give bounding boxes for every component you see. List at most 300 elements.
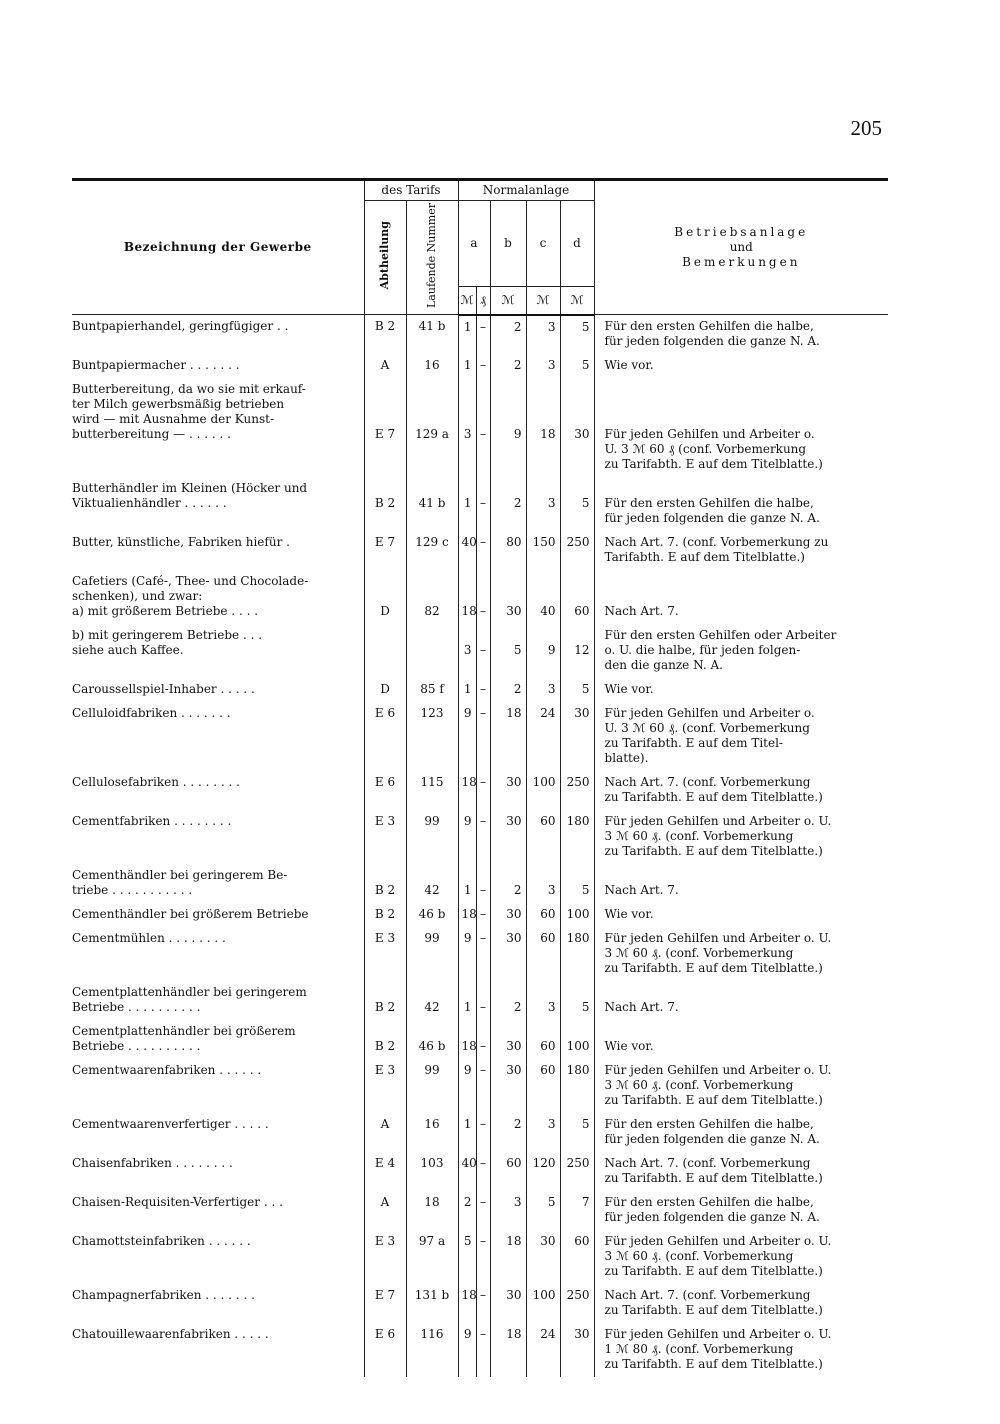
row-value-b-text: 2 bbox=[513, 496, 522, 510]
row-remarks-line: zu Tarifabth. E auf dem Titelblatte.) bbox=[604, 1357, 823, 1371]
row-abtheilung-text: B 2 bbox=[374, 319, 396, 333]
page-number: 205 bbox=[850, 116, 882, 140]
row-laufende-nummer bbox=[406, 678, 458, 702]
row-laufende-nummer bbox=[406, 903, 458, 927]
row-value-d bbox=[560, 1152, 594, 1191]
row-value-a-pf-text: – bbox=[480, 496, 486, 510]
row-value-a-pf bbox=[476, 771, 490, 810]
row-value-a-mark-text: 9 bbox=[463, 1327, 472, 1341]
row-name-cell bbox=[72, 477, 364, 531]
row-name-line: Caroussellspiel-Inhaber . . . . . bbox=[72, 682, 255, 696]
row-remarks-cell bbox=[594, 315, 888, 355]
row-value-a-mark-text: 9 bbox=[463, 706, 472, 720]
row-value-a-pf-text: – bbox=[480, 604, 486, 618]
row-value-b bbox=[490, 531, 526, 570]
row-value-c bbox=[526, 903, 560, 927]
row-value-a-mark bbox=[458, 624, 476, 678]
row-abtheilung-text: E 7 bbox=[374, 427, 396, 441]
row-value-b bbox=[490, 1020, 526, 1059]
row-value-a-mark bbox=[458, 378, 476, 477]
row-laufende-nummer bbox=[406, 1020, 458, 1059]
row-name-cell bbox=[72, 864, 364, 903]
row-value-a-pf-text: – bbox=[480, 814, 486, 828]
row-value-a-mark bbox=[458, 1191, 476, 1230]
row-laufende-nummer bbox=[406, 531, 458, 570]
row-value-a-mark bbox=[458, 1323, 476, 1377]
row-value-a-pf bbox=[476, 1191, 490, 1230]
row-remarks-line: für jeden folgenden die ganze N. A. bbox=[604, 334, 820, 348]
row-value-b bbox=[490, 771, 526, 810]
row-value-c bbox=[526, 354, 560, 378]
row-name-line: ter Milch gewerbsmäßig betrieben bbox=[72, 397, 285, 411]
row-value-d bbox=[560, 570, 594, 624]
row-value-a-mark-text: 2 bbox=[463, 1195, 472, 1209]
row-value-a-mark bbox=[458, 315, 476, 355]
row-value-a-pf bbox=[476, 864, 490, 903]
row-remarks-line: Für den ersten Gehilfen oder Arbeiter bbox=[604, 628, 837, 642]
row-remarks-line: Nach Art. 7. (conf. Vorbemerkung bbox=[604, 775, 811, 789]
row-value-a-pf-text: – bbox=[480, 931, 486, 945]
header-col-a: a bbox=[458, 201, 490, 287]
row-value-a-pf bbox=[476, 1059, 490, 1113]
row-name-cell bbox=[72, 1323, 364, 1377]
row-remarks-cell bbox=[594, 810, 888, 864]
row-laufende-nummer bbox=[406, 570, 458, 624]
row-value-d bbox=[560, 1020, 594, 1059]
row-value-a-mark-text: 18 bbox=[461, 1039, 477, 1053]
row-abtheilung bbox=[364, 1059, 406, 1113]
row-remarks-line: Für den ersten Gehilfen die halbe, bbox=[604, 496, 814, 510]
row-laufende-nummer-text: 116 bbox=[420, 1327, 444, 1341]
row-value-b bbox=[490, 1113, 526, 1152]
row-laufende-nummer bbox=[406, 1113, 458, 1152]
row-value-c bbox=[526, 1113, 560, 1152]
row-value-a-pf bbox=[476, 1152, 490, 1191]
row-value-a-pf bbox=[476, 354, 490, 378]
row-value-a-pf-text: – bbox=[480, 1288, 486, 1302]
row-laufende-nummer-text: 99 bbox=[424, 1063, 440, 1077]
row-value-c-text: 60 bbox=[540, 1039, 556, 1053]
row-value-c bbox=[526, 477, 560, 531]
row-value-b-text: 30 bbox=[506, 907, 522, 921]
row-remarks-line: für jeden folgenden die ganze N. A. bbox=[604, 511, 820, 525]
row-value-c-text: 3 bbox=[547, 682, 556, 696]
row-value-a-mark-text: 18 bbox=[461, 604, 477, 618]
row-laufende-nummer-text: 129 a bbox=[415, 427, 449, 441]
row-value-d bbox=[560, 354, 594, 378]
row-laufende-nummer-text: 85 f bbox=[420, 682, 444, 696]
row-value-a-pf bbox=[476, 1230, 490, 1284]
row-value-b-text: 2 bbox=[513, 1117, 522, 1131]
row-value-d bbox=[560, 624, 594, 678]
row-remarks-cell bbox=[594, 354, 888, 378]
row-value-d bbox=[560, 1284, 594, 1323]
row-value-d bbox=[560, 378, 594, 477]
row-value-a-pf bbox=[476, 570, 490, 624]
row-value-a-mark bbox=[458, 1059, 476, 1113]
row-value-a-pf-text: – bbox=[480, 1000, 486, 1014]
table-row bbox=[72, 477, 888, 531]
row-remarks-line: zu Tarifabth. E auf dem Titelblatte.) bbox=[604, 457, 823, 471]
header-col-c: c bbox=[526, 201, 560, 287]
row-laufende-nummer-text: 46 b bbox=[418, 1039, 446, 1053]
row-laufende-nummer bbox=[406, 477, 458, 531]
row-remarks-line: blatte). bbox=[604, 751, 649, 765]
row-name-cell bbox=[72, 1059, 364, 1113]
row-name-line: a) mit größerem Betriebe . . . . bbox=[72, 604, 259, 618]
row-value-a-pf-text: – bbox=[480, 1234, 486, 1248]
row-abtheilung-text: E 3 bbox=[374, 814, 396, 828]
row-value-b-text: 30 bbox=[506, 604, 522, 618]
row-laufende-nummer-text: 99 bbox=[424, 931, 440, 945]
row-laufende-nummer-text: 103 bbox=[420, 1156, 444, 1170]
row-name-cell bbox=[72, 354, 364, 378]
row-abtheilung-text: E 6 bbox=[374, 1327, 396, 1341]
row-remarks-line: o. U. die halbe, für jeden folgen- bbox=[604, 643, 801, 657]
row-value-b-text: 3 bbox=[513, 1195, 522, 1209]
row-value-b bbox=[490, 1152, 526, 1191]
row-name-cell bbox=[72, 315, 364, 355]
row-value-d-text: 180 bbox=[566, 931, 590, 945]
row-remarks-line: Tarifabth. E auf dem Titelblatte.) bbox=[604, 550, 805, 564]
row-value-d bbox=[560, 771, 594, 810]
row-laufende-nummer-text: 129 c bbox=[415, 535, 449, 549]
row-abtheilung-text: E 7 bbox=[374, 535, 396, 549]
row-laufende-nummer bbox=[406, 1323, 458, 1377]
table-row bbox=[72, 624, 888, 678]
row-abtheilung-text: B 2 bbox=[374, 496, 396, 510]
row-value-d bbox=[560, 1230, 594, 1284]
row-remarks-line: U. 3 ℳ 60 ₰. (conf. Vorbemerkung bbox=[604, 721, 810, 735]
row-value-b bbox=[490, 570, 526, 624]
row-remarks-line: Für jeden Gehilfen und Arbeiter o. U. bbox=[604, 1327, 832, 1341]
row-value-c-text: 60 bbox=[540, 814, 556, 828]
row-remarks-cell bbox=[594, 531, 888, 570]
row-name-line: Champagnerfabriken . . . . . . . bbox=[72, 1288, 255, 1302]
row-value-a-mark-text: 9 bbox=[463, 931, 472, 945]
row-value-c bbox=[526, 1230, 560, 1284]
row-value-b-text: 60 bbox=[506, 1156, 522, 1170]
table-row bbox=[72, 315, 888, 355]
row-value-c-text: 30 bbox=[540, 1234, 556, 1248]
header-unit-a-pf: ₰ bbox=[476, 287, 490, 315]
row-value-a-mark bbox=[458, 1113, 476, 1152]
table-row bbox=[72, 354, 888, 378]
row-value-b-text: 5 bbox=[513, 643, 522, 657]
row-remarks-line: 3 ℳ 60 ₰. (conf. Vorbemerkung bbox=[604, 1078, 794, 1092]
row-remarks-line: 3 ℳ 60 ₰. (conf. Vorbemerkung bbox=[604, 1249, 794, 1263]
header-abtheilung-label: Abtheilung bbox=[378, 221, 391, 290]
row-value-b bbox=[490, 810, 526, 864]
table-row bbox=[72, 1152, 888, 1191]
row-laufende-nummer bbox=[406, 864, 458, 903]
header-name-label: Bezeichnung der Gewerbe bbox=[123, 240, 312, 254]
row-name-cell bbox=[72, 378, 364, 477]
row-value-a-mark bbox=[458, 864, 476, 903]
row-name-line: Butterhändler im Kleinen (Höcker und bbox=[72, 481, 308, 495]
row-remarks-cell bbox=[594, 1152, 888, 1191]
row-remarks-line: Wie vor. bbox=[604, 358, 654, 372]
row-abtheilung-text: E 3 bbox=[374, 931, 396, 945]
row-value-d-text: 5 bbox=[581, 1117, 590, 1131]
row-laufende-nummer-text: 97 a bbox=[418, 1234, 446, 1248]
row-remarks-line: Nach Art. 7. (conf. Vorbemerkung bbox=[604, 1156, 811, 1170]
row-value-a-pf bbox=[476, 981, 490, 1020]
row-value-a-pf bbox=[476, 1113, 490, 1152]
row-value-c-text: 3 bbox=[547, 1117, 556, 1131]
row-remarks-line: 3 ℳ 60 ₰. (conf. Vorbemerkung bbox=[604, 946, 794, 960]
row-value-c bbox=[526, 315, 560, 355]
row-remarks-line: Für den ersten Gehilfen die halbe, bbox=[604, 319, 814, 333]
row-laufende-nummer-text: 131 b bbox=[414, 1288, 450, 1302]
row-remarks-line: zu Tarifabth. E auf dem Titel- bbox=[604, 736, 783, 750]
row-value-d-text: 180 bbox=[566, 814, 590, 828]
table-header bbox=[72, 180, 888, 315]
row-value-d bbox=[560, 531, 594, 570]
row-value-c-text: 100 bbox=[532, 1288, 556, 1302]
row-name-line: Cementmühlen . . . . . . . . bbox=[72, 931, 226, 945]
row-value-a-mark bbox=[458, 927, 476, 981]
row-value-c-text: 18 bbox=[540, 427, 556, 441]
row-value-a-pf bbox=[476, 702, 490, 771]
row-name-line: Cementhändler bei größerem Betriebe bbox=[72, 907, 309, 921]
row-value-a-mark-text: 1 bbox=[463, 682, 472, 696]
row-value-d bbox=[560, 810, 594, 864]
row-abtheilung-text: B 2 bbox=[374, 883, 396, 897]
row-value-d-text: 180 bbox=[566, 1063, 590, 1077]
row-name-cell bbox=[72, 678, 364, 702]
row-value-c bbox=[526, 1191, 560, 1230]
row-laufende-nummer-text: 41 b bbox=[418, 496, 446, 510]
row-abtheilung bbox=[364, 531, 406, 570]
row-value-b bbox=[490, 477, 526, 531]
row-value-c bbox=[526, 1284, 560, 1323]
row-name-line: Betriebe . . . . . . . . . . bbox=[72, 1039, 201, 1053]
row-abtheilung-text: B 2 bbox=[374, 1039, 396, 1053]
row-value-c bbox=[526, 981, 560, 1020]
row-remarks-line: Für den ersten Gehilfen die halbe, bbox=[604, 1117, 814, 1131]
row-laufende-nummer-text: 41 b bbox=[418, 319, 446, 333]
row-value-b-text: 2 bbox=[513, 319, 522, 334]
row-name-line: Cementplattenhändler bei geringerem bbox=[72, 985, 307, 999]
row-value-c-text: 3 bbox=[547, 496, 556, 510]
row-value-a-mark bbox=[458, 702, 476, 771]
header-remarks-line2: und bbox=[729, 240, 753, 254]
row-remarks-line: 3 ℳ 60 ₰. (conf. Vorbemerkung bbox=[604, 829, 794, 843]
table-row bbox=[72, 1059, 888, 1113]
row-abtheilung bbox=[364, 981, 406, 1020]
row-laufende-nummer-text: 99 bbox=[424, 814, 440, 828]
row-remarks-line: für jeden folgenden die ganze N. A. bbox=[604, 1132, 820, 1146]
row-value-c-text: 24 bbox=[540, 706, 556, 720]
row-value-a-pf-text: – bbox=[480, 1063, 486, 1077]
row-name-line: Betriebe . . . . . . . . . . bbox=[72, 1000, 201, 1014]
row-value-c-text: 5 bbox=[547, 1195, 556, 1209]
row-value-b bbox=[490, 981, 526, 1020]
row-name-cell bbox=[72, 702, 364, 771]
row-value-b-text: 30 bbox=[506, 1288, 522, 1302]
header-remarks-line1: Betriebsanlage bbox=[674, 225, 809, 239]
row-abtheilung-text: E 6 bbox=[374, 706, 396, 720]
row-laufende-nummer bbox=[406, 1191, 458, 1230]
row-abtheilung-text: A bbox=[380, 358, 390, 372]
row-abtheilung bbox=[364, 1152, 406, 1191]
row-value-b bbox=[490, 315, 526, 355]
row-value-a-mark bbox=[458, 771, 476, 810]
row-value-d-text: 7 bbox=[581, 1195, 590, 1209]
row-value-d-text: 5 bbox=[581, 496, 590, 510]
row-value-d-text: 250 bbox=[566, 535, 590, 549]
row-laufende-nummer bbox=[406, 1230, 458, 1284]
row-value-a-mark-text: 40 bbox=[461, 1156, 477, 1170]
row-value-a-mark-text: 1 bbox=[463, 319, 472, 334]
row-value-a-mark-text: 40 bbox=[461, 535, 477, 549]
row-value-d bbox=[560, 315, 594, 355]
row-abtheilung bbox=[364, 771, 406, 810]
header-unit-b-mark: ℳ bbox=[490, 287, 526, 315]
row-value-a-pf-text: – bbox=[480, 775, 486, 789]
row-name-line: Cementfabriken . . . . . . . . bbox=[72, 814, 232, 828]
row-abtheilung-text: E 6 bbox=[374, 775, 396, 789]
row-value-c-text: 3 bbox=[547, 358, 556, 372]
row-value-b-text: 30 bbox=[506, 931, 522, 945]
row-name-cell bbox=[72, 927, 364, 981]
row-value-a-pf-text: – bbox=[480, 682, 486, 696]
table-row bbox=[72, 378, 888, 477]
row-value-c bbox=[526, 1059, 560, 1113]
row-value-b-text: 18 bbox=[506, 1234, 522, 1248]
row-laufende-nummer bbox=[406, 702, 458, 771]
row-remarks-line: Wie vor. bbox=[604, 907, 654, 921]
row-abtheilung bbox=[364, 624, 406, 678]
row-value-b-text: 18 bbox=[506, 706, 522, 720]
row-value-b-text: 2 bbox=[513, 682, 522, 696]
row-name-line: Butterbereitung, da wo sie mit erkauf- bbox=[72, 382, 306, 396]
row-value-a-pf bbox=[476, 315, 490, 355]
row-abtheilung bbox=[364, 864, 406, 903]
row-remarks-line: zu Tarifabth. E auf dem Titelblatte.) bbox=[604, 790, 823, 804]
row-abtheilung-text: E 4 bbox=[374, 1156, 396, 1170]
row-value-c bbox=[526, 1323, 560, 1377]
row-value-a-pf-text: – bbox=[480, 1039, 486, 1053]
row-value-a-mark bbox=[458, 477, 476, 531]
row-remarks-line: Für jeden Gehilfen und Arbeiter o. U. bbox=[604, 1234, 832, 1248]
row-value-c-text: 120 bbox=[532, 1156, 556, 1170]
row-value-c bbox=[526, 378, 560, 477]
row-abtheilung bbox=[364, 678, 406, 702]
row-value-a-mark-text: 1 bbox=[463, 1000, 472, 1014]
row-value-d-text: 250 bbox=[566, 1288, 590, 1302]
row-value-a-mark-text: 18 bbox=[461, 775, 477, 789]
row-name-line: triebe . . . . . . . . . . . bbox=[72, 883, 193, 897]
row-value-b-text: 30 bbox=[506, 814, 522, 828]
row-value-c-text: 3 bbox=[547, 1000, 556, 1014]
row-value-c bbox=[526, 1020, 560, 1059]
row-value-c-text: 3 bbox=[547, 883, 556, 897]
row-value-b-text: 2 bbox=[513, 1000, 522, 1014]
row-value-a-mark bbox=[458, 810, 476, 864]
row-value-b-text: 9 bbox=[513, 427, 522, 441]
row-value-a-pf bbox=[476, 678, 490, 702]
row-value-d bbox=[560, 1059, 594, 1113]
row-remarks-line: Für jeden Gehilfen und Arbeiter o. bbox=[604, 706, 815, 720]
table-row bbox=[72, 531, 888, 570]
row-remarks-cell bbox=[594, 702, 888, 771]
row-remarks-line: Für jeden Gehilfen und Arbeiter o. U. bbox=[604, 931, 832, 945]
row-value-d bbox=[560, 678, 594, 702]
header-unit-a-mark: ℳ bbox=[458, 287, 476, 315]
row-value-a-pf bbox=[476, 477, 490, 531]
row-value-a-pf bbox=[476, 1323, 490, 1377]
row-name-line: Butter, künstliche, Fabriken hiefür . bbox=[72, 535, 290, 549]
row-value-d bbox=[560, 903, 594, 927]
table-row bbox=[72, 903, 888, 927]
row-value-a-mark-text: 1 bbox=[463, 358, 472, 372]
row-value-b bbox=[490, 927, 526, 981]
header-unit-d-mark: ℳ bbox=[560, 287, 594, 315]
row-remarks-line: zu Tarifabth. E auf dem Titelblatte.) bbox=[604, 961, 823, 975]
row-name-line: Chaisenfabriken . . . . . . . . bbox=[72, 1156, 233, 1170]
row-value-a-mark bbox=[458, 981, 476, 1020]
row-name-line: wird — mit Ausnahme der Kunst- bbox=[72, 412, 274, 426]
row-value-a-pf-text: – bbox=[480, 358, 486, 372]
row-value-a-pf bbox=[476, 624, 490, 678]
row-name-cell bbox=[72, 1284, 364, 1323]
row-value-c-text: 3 bbox=[547, 319, 556, 334]
table-row bbox=[72, 927, 888, 981]
row-value-b bbox=[490, 1191, 526, 1230]
row-value-d bbox=[560, 981, 594, 1020]
table-row bbox=[72, 981, 888, 1020]
row-remarks-cell bbox=[594, 477, 888, 531]
row-value-c-text: 40 bbox=[540, 604, 556, 618]
row-value-b bbox=[490, 1230, 526, 1284]
row-name-cell bbox=[72, 570, 364, 624]
row-remarks-line: Wie vor. bbox=[604, 682, 654, 696]
row-value-a-mark-text: 18 bbox=[461, 1288, 477, 1302]
row-laufende-nummer bbox=[406, 624, 458, 678]
row-value-b-text: 2 bbox=[513, 358, 522, 372]
row-value-c bbox=[526, 1152, 560, 1191]
row-value-a-pf-text: – bbox=[480, 535, 486, 549]
row-value-c bbox=[526, 570, 560, 624]
row-abtheilung bbox=[364, 378, 406, 477]
row-laufende-nummer-text: 16 bbox=[424, 358, 440, 372]
row-name-cell bbox=[72, 903, 364, 927]
row-value-a-pf-text: – bbox=[480, 1117, 486, 1131]
row-abtheilung bbox=[364, 315, 406, 355]
row-remarks-cell bbox=[594, 981, 888, 1020]
row-remarks-cell bbox=[594, 771, 888, 810]
row-laufende-nummer-text: 16 bbox=[424, 1117, 440, 1131]
row-abtheilung bbox=[364, 1191, 406, 1230]
row-remarks-line: zu Tarifabth. E auf dem Titelblatte.) bbox=[604, 1264, 823, 1278]
row-name-line: Celluloidfabriken . . . . . . . bbox=[72, 706, 231, 720]
row-value-a-mark bbox=[458, 531, 476, 570]
row-value-a-mark bbox=[458, 678, 476, 702]
table-row bbox=[72, 1230, 888, 1284]
row-value-d bbox=[560, 927, 594, 981]
row-remarks-cell bbox=[594, 903, 888, 927]
row-remarks-line: zu Tarifabth. E auf dem Titelblatte.) bbox=[604, 1093, 823, 1107]
row-value-d-text: 30 bbox=[574, 1327, 590, 1341]
row-abtheilung-text: B 2 bbox=[374, 907, 396, 921]
row-remarks-cell bbox=[594, 1284, 888, 1323]
row-laufende-nummer bbox=[406, 354, 458, 378]
row-value-a-pf-text: – bbox=[480, 883, 486, 897]
row-value-a-pf bbox=[476, 810, 490, 864]
header-normalanlage: Normalanlage bbox=[458, 180, 594, 201]
